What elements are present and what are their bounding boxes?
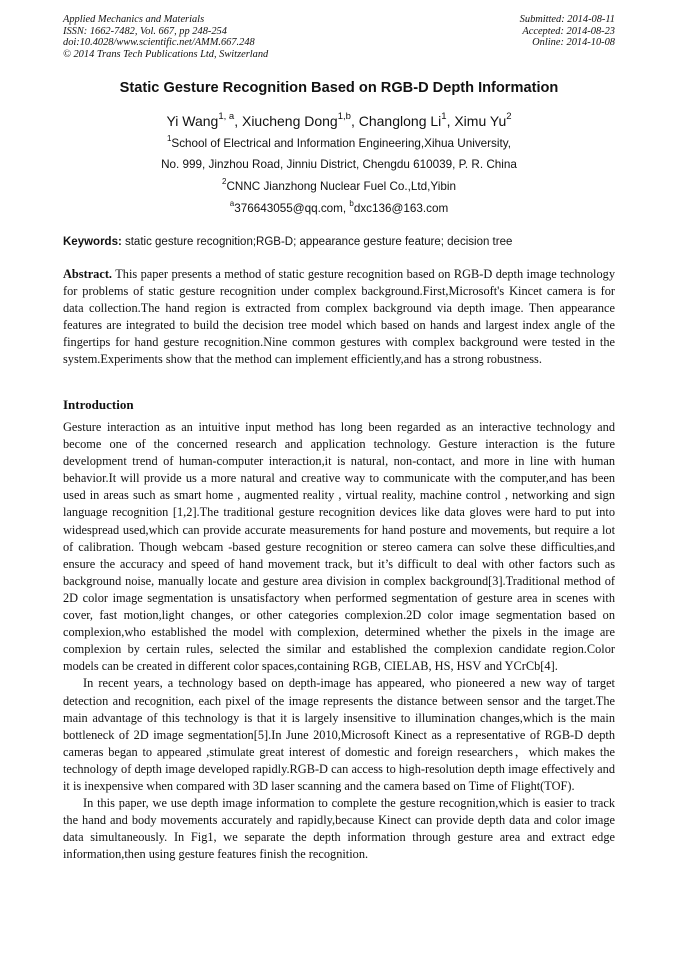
paper-title: Static Gesture Recognition Based on RGB-D Depth Information: [119, 80, 559, 96]
email-b: dxc136@163.com: [353, 202, 449, 215]
paragraph: In this paper, we use depth image information to complete the gesture recognition,which is easier to track the hand and body movements accurately and rapidly,because Kinect can provide depth data and color image data simultaneously. In Fig1, we separate the depth information through gesture area and extract edge information,then using gesture features finish the recognition.: [63, 796, 615, 862]
keywords-label: Keywords:: [63, 236, 122, 248]
online-date: Online: 2014-10-08: [532, 37, 615, 49]
affiliation-1-address: No. 999, Jinzhou Road, Jinniu District, Chengdu 610039, P. R. China: [161, 158, 517, 171]
email-superscript: b: [349, 199, 354, 209]
affiliation-1: [0, 134, 678, 150]
doi-line: doi:10.4028/www.scientific.net/AMM.667.248: [63, 37, 255, 49]
author-emails: [0, 199, 678, 215]
journal-info: [63, 14, 268, 60]
paragraph: In recent years, a technology based on depth-image has appeared, who pioneered a new way of target detection and recognition, each pixel of the image represents the distance between sensor and the target.The main advantage of this technology is that it is largely insensitive to illumination changes,which is the main bottleneck of 2D image segmentation[5].In June 2010,Microsoft Kinect as a representative of RGB-D depth cameras began to appeared ,stimulate great interest of domestic and foreign researchers，which makes the technology of depth image developed rapidly.RGB-D can access to high-resolution depth image effectively and it is inexpensive when compared with 3D laser scanning and the camera based on Time of Flight(TOF).: [63, 676, 615, 793]
abstract-text: This paper presents a method of static gesture recognition based on RGB-D depth image technology for problems of static gesture recognition under complex background.First,Microsoft's Kincet camera is for data collection.The hand region is extracted from complex background via depth image. Then appearance features are integrated to build the decision tree model which based on hands and largest index angle of the fingertips for hand gesture recognition.Nine common gestures with complex background were tested in the system.Experiments show that the method can implement efficiently,and has a strong robustness.: [63, 267, 615, 367]
affiliation-superscript: 2: [222, 177, 227, 187]
abstract-label: Abstract.: [63, 267, 113, 281]
author-name: Changlong Li: [358, 113, 442, 129]
introduction-body: [63, 419, 615, 863]
keywords: [63, 236, 623, 248]
email-a: 376643055@qq.com,: [234, 202, 350, 215]
affiliation-text: School of Electrical and Information Engineering,Xihua University,: [171, 137, 511, 150]
author-superscript: 2: [506, 111, 512, 123]
abstract: [63, 266, 615, 369]
author-name: Xiucheng Dong: [241, 113, 338, 129]
submitted-date: Submitted: 2014-08-11: [519, 14, 615, 25]
issn-line: ISSN: 1662-7482, Vol. 667, pp 248-254: [63, 25, 227, 37]
author-superscript: 1, a: [218, 111, 235, 123]
copyright-line: © 2014 Trans Tech Publications Ltd, Switzerland: [63, 48, 269, 60]
journal-name: Applied Mechanics and Materials: [63, 14, 205, 25]
paragraph: Gesture interaction as an intuitive input method has long been regarded as an interactive technology and become one of the concerned research and application technology. Gesture interaction is the future development trend of human-computer interaction,it is natural, non-contact, and more in line with human behavior.It will provide us a more natural and creative way to communicate with the computer,and has been used in areas such as smart home , augmented reality , virtual reality, machine control , networking and sign language recognition [1,2].The traditional gesture recognition devices like data gloves were hard to put into widespread used,which can provide accurate measurements for hand posture and movements, but require a lot of calibration. Though webcam -based gesture recognition or stereo camera can solve these difficulties,and ensure the accuracy and speed of hand movement track, but it’s difficult to deal with other factors such as background noise, manually locate and gesture area division in complex background[3].Traditional method of 2D color image segmentation is unsatisfactory when performed segmentation of gesture area in scenes with cover, fast motion,light changes, or other categories complexion.2D color image segmentation based on complexion,who established the model with complexion, determined whether the pixels in the image are complexion by certain rules, selected the similar and established the complexion candidate region.Color models can be created in different color spaces,containing RGB, CIELAB, HS, HSV and YCrCb[4].: [63, 420, 615, 674]
author-superscript: 1: [441, 111, 447, 123]
author-superscript: 1,b: [337, 111, 351, 123]
publication-dates: [520, 14, 615, 49]
author-list: Yi Wang$^{1, a}$, Xiucheng Dong$^{1,b}$, Changlong Li$^1$, Ximu Yu$^2$: [166, 111, 512, 129]
affiliation-2: [0, 177, 678, 193]
accepted-date: Accepted: 2014-08-23: [522, 25, 615, 37]
email-superscript: a: [229, 199, 235, 209]
keywords-text: static gesture recognition;RGB-D; appearance gesture feature; decision tree: [121, 236, 513, 248]
author-name: Ximu Yu: [454, 113, 507, 129]
affiliation-text: CNNC Jianzhong Nuclear Fuel Co.,Ltd,Yibin: [226, 180, 456, 193]
section-heading: Introduction: [63, 397, 134, 412]
affiliation-superscript: 1: [167, 134, 172, 144]
author-name: Yi Wang: [166, 113, 219, 129]
